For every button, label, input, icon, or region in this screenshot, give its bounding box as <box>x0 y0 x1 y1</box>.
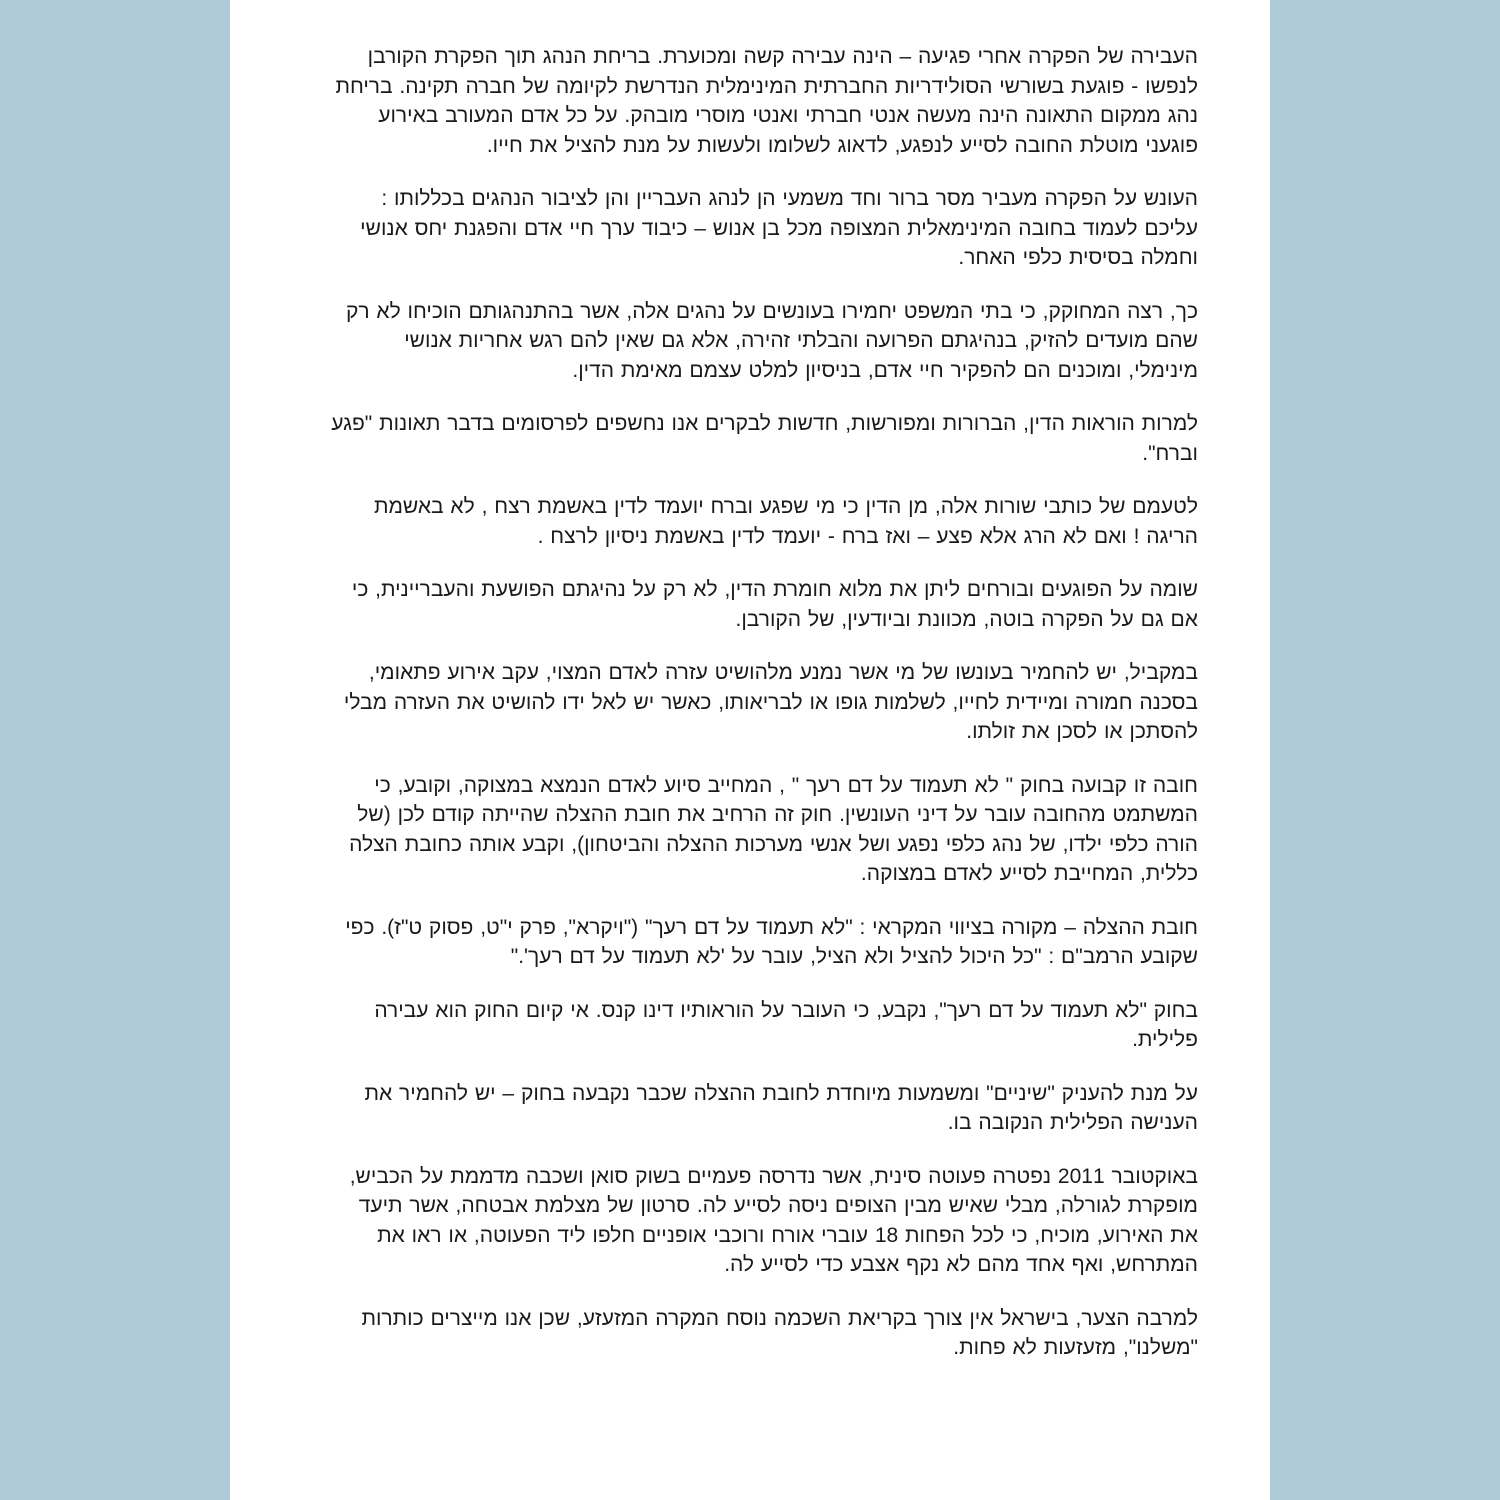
paragraph-12: באוקטובר 2011 נפטרה פעוטה סינית, אשר נדרסה פעמיים בשוק סואן ושכבה מדממת על הכביש, מופקרת לגורלה, מבלי שאיש מבין הצופים ניסה לסייע לה. סרטון של מצלמת אבטחה, אשר תיעד את האירוע, מוכיח, כי לכל הפחות 18 עוברי אורח ורוכבי אופניים חלפו ליד הפעוטה, או ראו את המתרחש, ואף אחד מהם לא נקף אצבע כדי לסייע לה. <box>349 1164 1198 1276</box>
paragraph-11: על מנת להעניק "שיניים" ומשמעות מיוחדת לחובת ההצלה שכבר נקבעה בחוק – יש להחמיר את הענישה הפלילית הנקובה בו. <box>364 1081 1198 1134</box>
paragraph-2: העונש על הפקרה מעביר מסר ברור וחד משמעי הן לנהג העבריין והן לציבור הנהגים בכללותו : עליכם לעמוד בחובה המינימאלית המצופה מכל בן אנוש – כיבוד ערך חיי אדם והפגנת יחס אנושי וחמלה בסיסית כלפי האחר. <box>360 187 1198 269</box>
paragraph-8: חובה זו קבועה בחוק " לא תעמוד על דם רעך " , המחייב סיוע לאדם הנמצא במצוקה, וקובע, כי המשתמט מהחובה עובר על דיני העונשין. חוק זה הרחיב את חובת ההצלה שהייתה קודם לכן (של הורה כלפי ילדו, של נהג כלפי נפגע ושל אנשי מערכות ההצלה והביטחון), וקבע אותה כחובת הצלה כללית, המחייבת לסייע לאדם במצוקה. <box>349 773 1198 885</box>
paragraph-5: לטעמם של כותבי שורות אלה, מן הדין כי מי שפגע וברח יועמד לדין באשמת רצח , לא באשמת הריגה ! ואם לא הרג אלא פצע – ואז ברח - יועמד לדין באשמת ניסיון לרצח . <box>374 495 1198 548</box>
paragraph-1: העבירה של הפקרה אחרי פגיעה – הינה עבירה קשה ומכוערת. בריחת הנהג תוך הפקרת הקורבן לנפשו - פוגעת בשורשי הסולידריות החברתית המינימלית הנדרשת לקיומה של חברה תקינה. בריחת נהג ממקום התאונה הינה מעשה אנטי חברתי ואנטי מוסרי מובהק. על כל אדם המעורב באירוע פוגעני מוטלת החובה לסייע לנפגע, לדאוג לשלומו ולעשות על מנת להציל את חייו. <box>335 45 1198 157</box>
paragraph-13: למרבה הצער, בישראל אין צורך בקריאת השכמה נוסח המקרה המזעזע, שכן אנו מייצרים כותרות "משלנו", מזעזעות לא פחות. <box>361 1306 1198 1359</box>
paragraph-7: במקביל, יש להחמיר בעונשו של מי אשר נמנע מלהושיט עזרה לאדם המצוי, עקב אירוע פתאומי, בסכנה חמורה ומיידית לחייו, לשלמות גופו או לבריאותו, כאשר יש לאל ידו להושיט את העזרה מבלי להסתכן או לסכן את זולתו. <box>343 661 1198 743</box>
paragraph-4: למרות הוראות הדין, הברורות ומפורשות, חדשות לבקרים אנו נחשפים לפרסומים בדבר תאונות "פגע וברח". <box>331 412 1198 465</box>
paragraph-6: שומה על הפוגעים ובורחים ליתן את מלוא חומרת הדין, לא רק על נהיגתם הפושעת והעבריינית, כי אם גם על הפקרה בוטה, מכוונת וביודעין, של הקורבן. <box>351 578 1198 631</box>
document-page <box>230 0 1270 1500</box>
paragraph-9: חובת ההצלה – מקורה בציווי המקראי : "לא תעמוד על דם רעך" ("ויקרא", פרק י"ט, פסוק ט"ז). כפי שקובע הרמב"ם : "כל היכול להציל ולא הציל, עובר על 'לא תעמוד על דם רעך'." <box>345 915 1198 968</box>
paragraph-10: בחוק "לא תעמוד על דם רעך", נקבע, כי העובר על הוראותיו דינו קנס. אי קיום החוק הוא עבירה פלילית. <box>374 998 1198 1051</box>
paragraph-3: כך, רצה המחוקק, כי בתי המשפט יחמירו בעונשים על נהגים אלה, אשר בהתנהגותם הוכיחו לא רק שהם מועדים להזיק, בנהיגתם הפרועה והבלתי זהירה, אלא גם שאין להם רגש אחריות אנושי מינימלי, ומוכנים הם להפקיר חיי אדם, בניסיון למלט עצמם מאימת הדין. <box>345 299 1198 382</box>
